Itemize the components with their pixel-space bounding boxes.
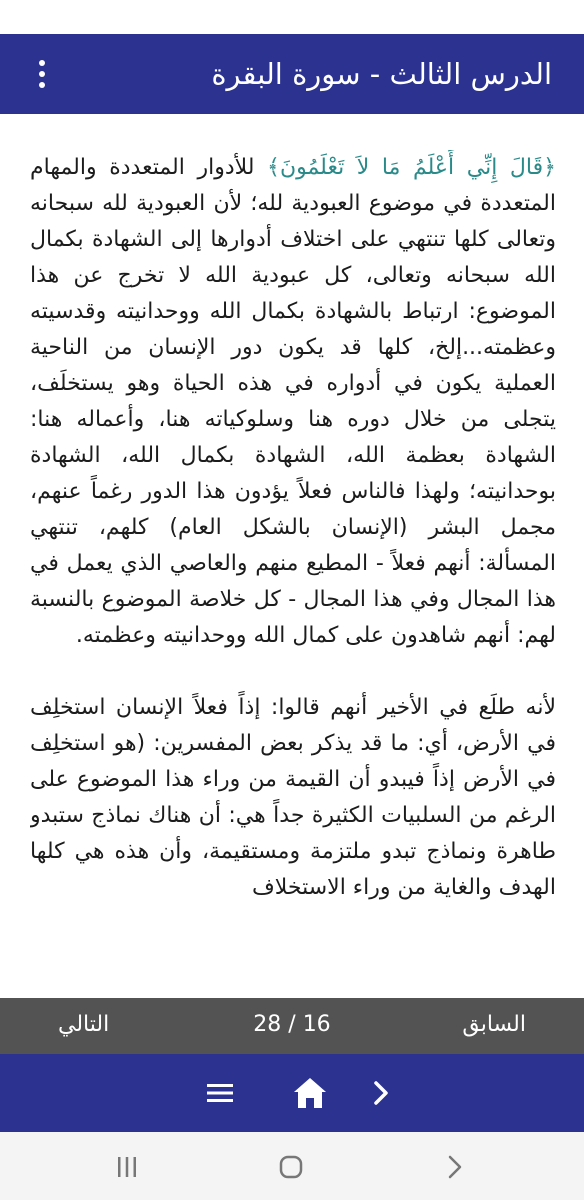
- paragraph-1-text: للأدوار المتعددة والمهام المتعددة في موضوع العبودية لله؛ لأن العبودية لله سبحانه وتعالى كلها تنتهي على اختلاف أدوارها إلى الشهادة بكمال الله سبحانه وتعالى، كل عبودية الله لا تخرج عن هذا الموضوع: ارتباط بالشهادة بكمال الله ووحدانيته وقدسيته وعظمته...إلخ، كلها قد يكون دور الإنسان من الناحية العملية يكون في أدواره في هذه الحياة وهو يستخلَف، يتجلى من خلال دوره هنا وسلوكياته هنا، وأعماله هنا: الشهادة بعظمة الله، الشهادة بكمال الله، الشهادة بوحدانيته؛ ولهذا فالناس فعلاً يؤدون هذا الدور رغماً عنهم، مجمل البشر (الإنسان بالشكل العام) كلهم، تنتهي المسألة: أنهم فعلاً - المطيع منهم والعاصي الذي يعمل في هذا المجال وفي هذا المجال - كل خلاصة الموضوع بالنسبة لهم: أنهم شاهدون على كمال الله ووحدانيته وعظمته.: [30, 155, 556, 648]
- more-vert-icon[interactable]: [24, 54, 60, 94]
- next-button[interactable]: التالي: [58, 1012, 110, 1037]
- status-bar: [0, 0, 584, 34]
- lesson-content[interactable]: [30, 150, 556, 1000]
- back-icon[interactable]: [440, 1152, 470, 1182]
- paragraph-1: [30, 150, 556, 654]
- pager-bar: [0, 998, 584, 1054]
- home-icon[interactable]: [290, 1073, 330, 1113]
- system-navigation-bar: [0, 1132, 584, 1200]
- paragraph-2: لأنه طلَع في الأخير أنهم قالوا: إذاً فعلاً الإنسان استخلِف في الأرض، أي: ما قد يذكر بعض المفسرين: (هو استخلِف في الأرض إذاً فيبدو أن القيمة من وراء هذا الموضوع على الرغم من السلبيات الكثيرة جداً هي: أن هناك نماذج ستبدو طاهرة ونماذج تبدو ملتزمة ومستقيمة، وأن هذه هي كلها الهدف والغاية من وراء الاستخلاف: [30, 695, 556, 900]
- previous-button[interactable]: السابق: [462, 1012, 526, 1037]
- page-title: الدرس الثالث - سورة البقرة: [211, 57, 552, 91]
- recent-apps-icon[interactable]: [112, 1152, 142, 1182]
- bottom-toolbar: [0, 1054, 584, 1132]
- menu-icon[interactable]: [200, 1073, 240, 1113]
- quran-verse: ﴿قَالَ إِنِّي أَعْلَمُ مَا لاَ تَعْلَمُونَ﴾: [267, 155, 556, 180]
- page-counter: 28 / 16: [253, 1012, 331, 1037]
- chevron-right-icon[interactable]: [362, 1073, 402, 1113]
- app-bar: [0, 34, 584, 114]
- home-circle-icon[interactable]: [276, 1152, 306, 1182]
